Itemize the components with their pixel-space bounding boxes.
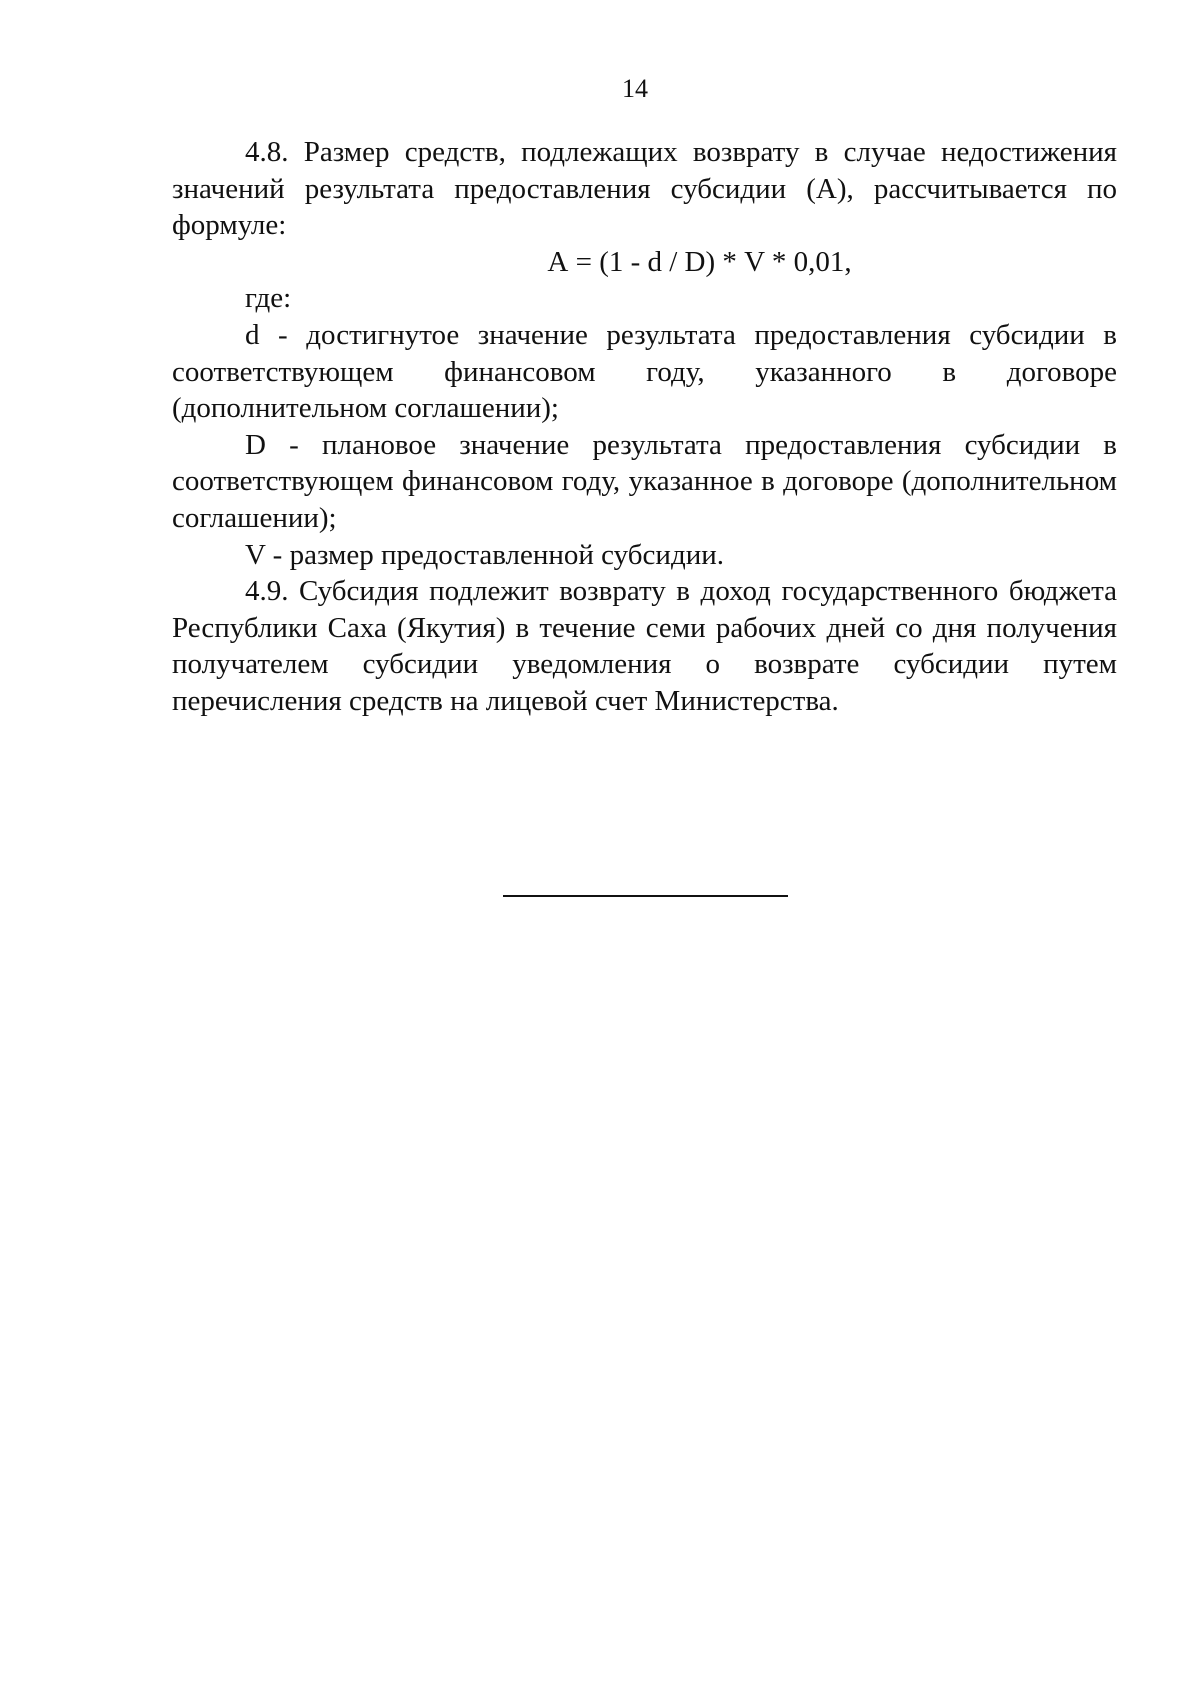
definition-d: d - достигнутое значение результата предоставления субсидии в соответствующем финансовом году, указанного в договоре (дополнительном соглашении); [172, 318, 1117, 425]
page-number: 14 [622, 74, 648, 103]
paragraph-4-8: 4.8. Размер средств, подлежащих возврату в случае недостижения значений результата предоставления субсидии (А), рассчитывается по формуле: [172, 136, 1117, 242]
formula: А = (1 - d / D) * V * 0,01, [547, 245, 852, 278]
definition-D: D - плановое значение результата предоставления субсидии в соответствующем финансовом году, указанное в договоре (дополнительном соглашении); [172, 428, 1117, 534]
document-body [172, 134, 1117, 720]
where-label: где: [245, 282, 292, 315]
paragraph-4-9: 4.9. Субсидия подлежит возврату в доход государственного бюджета Республики Саха (Якутия) в течение семи рабочих дней со дня получения получателем субсидии уведомления о возврате субсидии путем перечисления средств на лицевой счет Министерства. [172, 575, 1117, 717]
end-of-document-line [503, 895, 788, 897]
definition-V: V - размер предоставленной субсидии. [245, 538, 724, 571]
